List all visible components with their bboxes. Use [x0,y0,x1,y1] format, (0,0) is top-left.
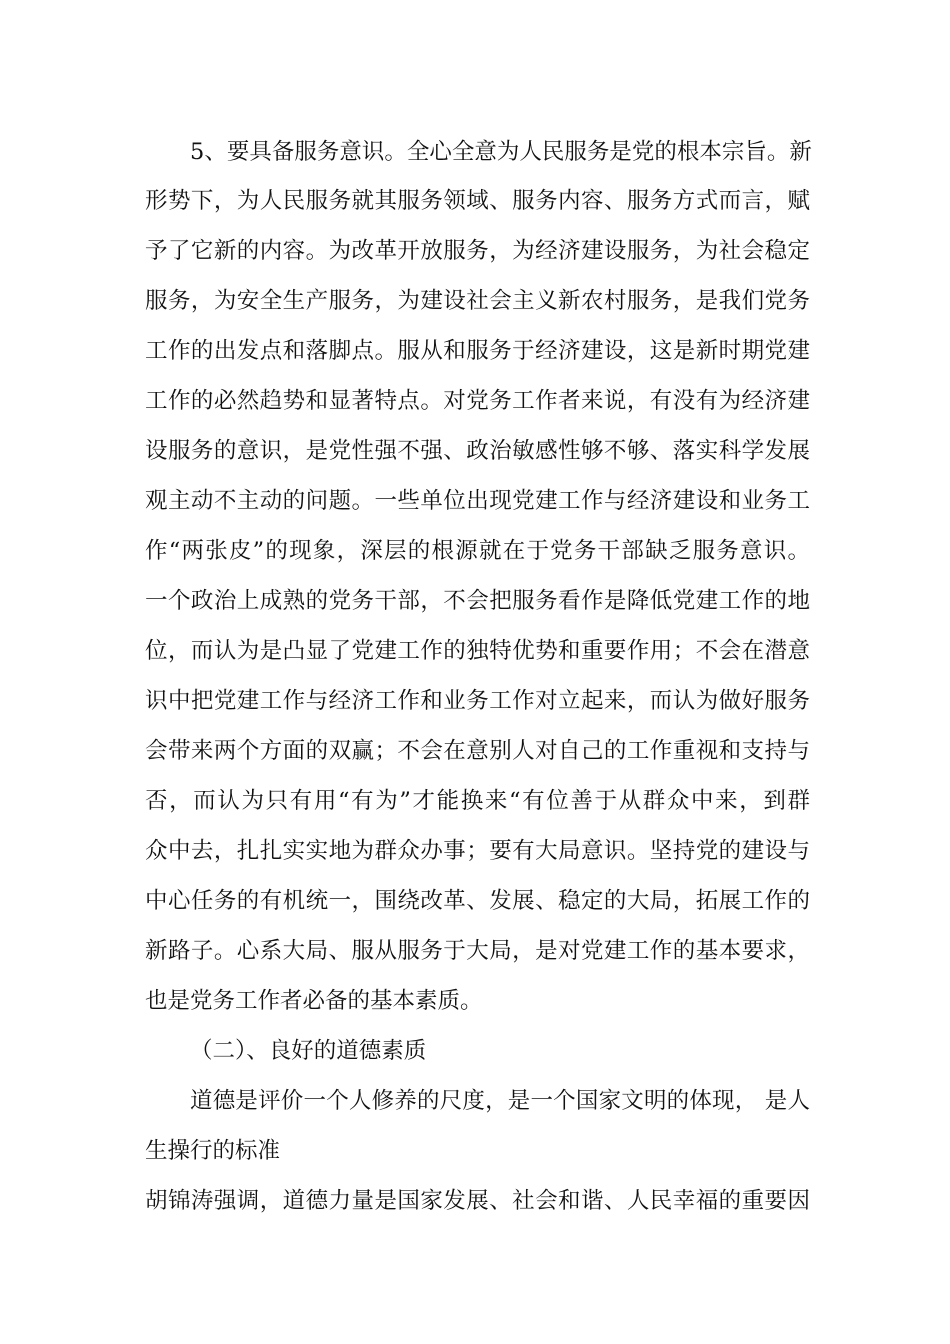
paragraph-line: 众中去，扎扎实实地为群众办事；要有大局意识。坚持党的建设与 [145,838,810,864]
paragraph-line: 识中把党建工作与经济工作和业务工作对立起来，而认为做好服务 [145,688,810,714]
paragraph-line: 服务，为安全生产服务，为建设社会主义新农村服务，是我们党务 [145,288,810,314]
section-heading: （二）、良好的道德素质 [190,1038,427,1064]
paragraph-line: 新路子。心系大局、服从服务于大局，是对党建工作的基本要求， [145,938,810,964]
paragraph-line: 予了它新的内容。为改革开放服务，为经济建设服务，为社会稳定 [145,238,810,264]
paragraph-line: 设服务的意识，是党性强不强、政治敏感性够不够、落实科学发展 [145,438,810,464]
paragraph-line: 胡锦涛强调，道德力量是国家发展、社会和谐、人民幸福的重要因 [145,1188,810,1214]
paragraph-line: 形势下，为人民服务就其服务领域、服务内容、服务方式而言，赋 [145,188,810,214]
paragraph-line: 道德是评价一个人修养的尺度，是一个国家文明的体现， 是人 [190,1088,810,1114]
paragraph-line: 位，而认为是凸显了党建工作的独特优势和重要作用；不会在潜意 [145,638,810,664]
paragraph-line: 也是党务工作者必备的基本素质。 [145,988,483,1014]
paragraph-line: 会带来两个方面的双赢；不会在意别人对自己的工作重视和支持与 [145,738,810,764]
paragraph-line: 工作的必然趋势和显著特点。对党务工作者来说，有没有为经济建 [145,388,810,414]
paragraph-line: 生操行的标准 [145,1138,281,1164]
paragraph-line: 中心任务的有机统一，围绕改革、发展、稳定的大局，拓展工作的 [145,888,810,914]
paragraph-line: 5、要具备服务意识。全心全意为人民服务是党的根本宗旨。新 [190,139,812,165]
paragraph-line: 作“两张皮”的现象，深层的根源就在于党务干部缺乏服务意识。 [145,538,810,564]
paragraph-line: 一个政治上成熟的党务干部，不会把服务看作是降低党建工作的地 [145,588,810,614]
paragraph-line: 否，而认为只有用“有为”才能换来“有位善于从群众中来，到群 [145,788,810,814]
paragraph-line: 观主动不主动的问题。一些单位出现党建工作与经济建设和业务工 [145,488,810,514]
paragraph-line: 工作的出发点和落脚点。服从和服务于经济建设，这是新时期党建 [145,338,810,364]
